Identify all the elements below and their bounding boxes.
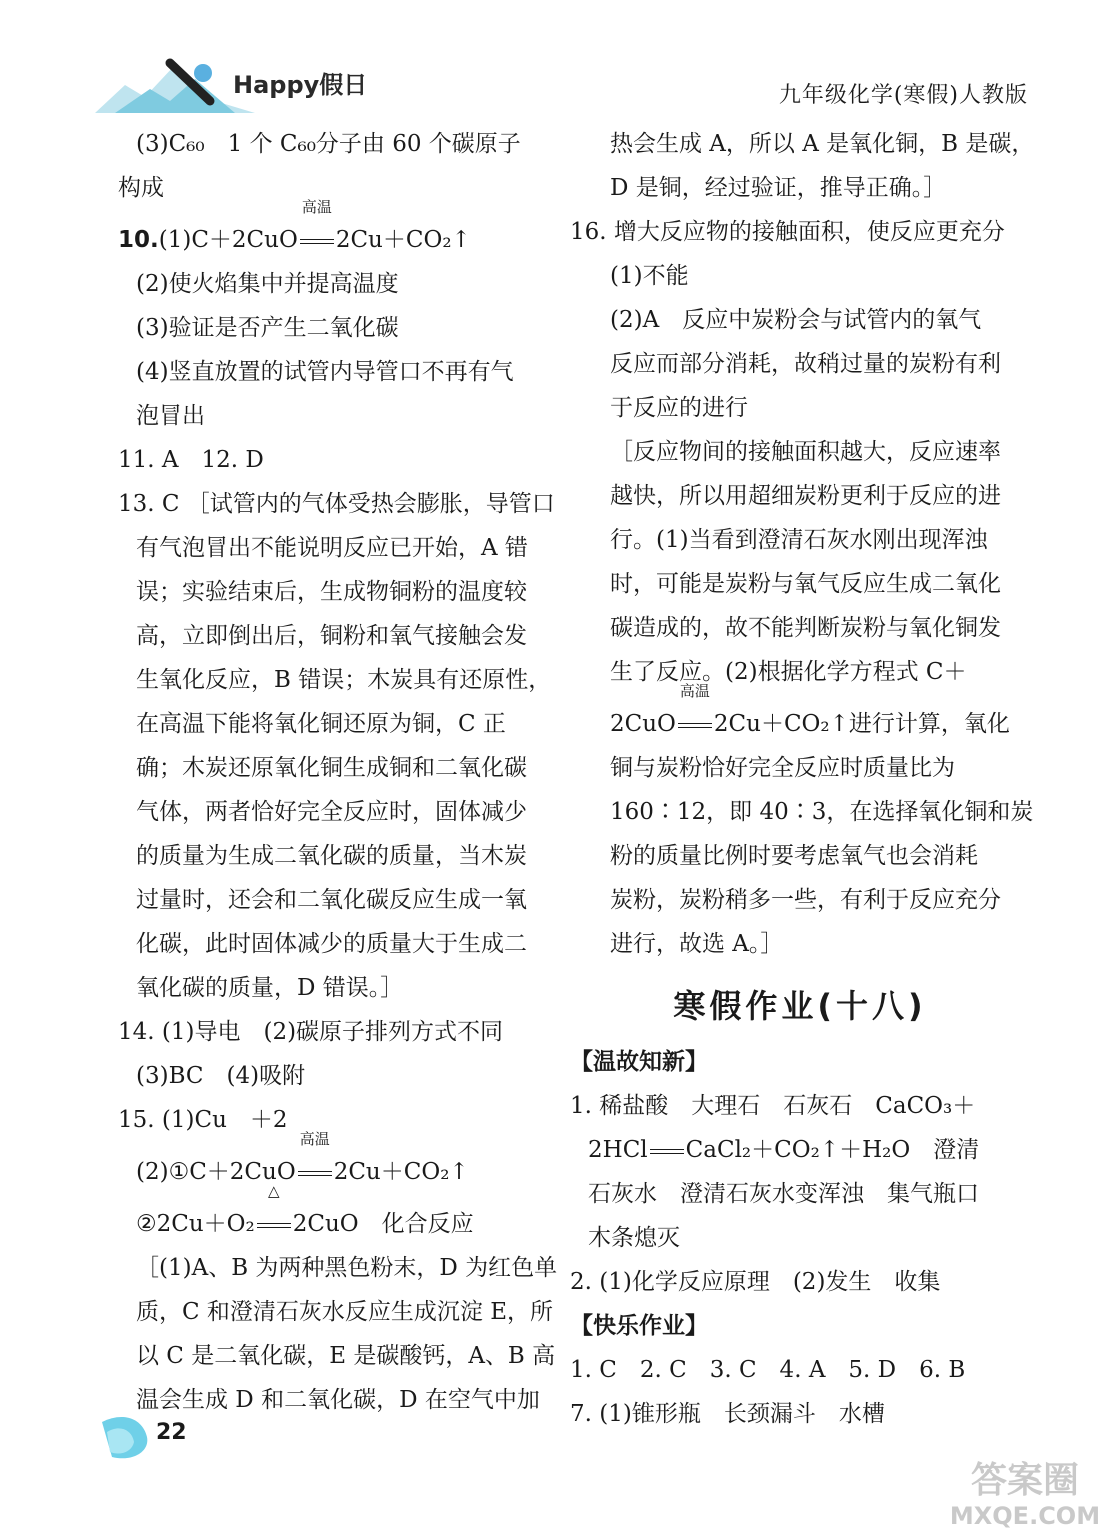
equation-left: (2)①C＋2CuO (136, 1159, 296, 1185)
text-line: (4)竖直放置的试管内导管口不再有气 (136, 359, 514, 385)
text-line: (2)A 反应中炭粉会与试管内的氧气 (610, 307, 982, 333)
text-line: 泡冒出 (136, 403, 205, 429)
left-column (118, 122, 558, 1422)
equation-right: 2Cu＋CO₂↑ (335, 227, 471, 253)
text-line: 铜与炭粉恰好完全反应时质量比为 (610, 755, 955, 781)
text-line: 质，C 和澄清石灰水反应生成沉淀 E，所 (136, 1299, 554, 1325)
text-line: (3)BC (4)吸附 (136, 1063, 306, 1089)
equation-condition: △ (267, 1182, 280, 1200)
text-line: 7. (1)锥形瓶 长颈漏斗 水槽 (570, 1401, 885, 1427)
text-line: 1. 稀盐酸 大理石 石灰石 CaCO₃＋ (570, 1093, 976, 1119)
equation-right: 2CuO 化合反应 (292, 1211, 474, 1237)
text-line: 14. (1)导电 (2)碳原子排列方式不同 (118, 1019, 504, 1045)
text-line: 进行，故选 A。］ (610, 931, 784, 957)
equation-condition: 高温 (301, 198, 332, 216)
equation-arrow (648, 1128, 686, 1172)
text-line: 确；木炭还原氧化铜生成铜和二氧化碳 (136, 755, 527, 781)
happy-holiday-logo (95, 55, 395, 115)
text-line: 气体，两者恰好完全反应时，固体减少 (136, 799, 527, 825)
watermark-logo (940, 1452, 1110, 1532)
text-line: 过量时，还会和二氧化碳反应生成一氧 (136, 887, 527, 913)
equation-right: 2Cu＋CO₂↑ (333, 1159, 469, 1185)
text-line: 热会生成 A，所以 A 是氧化铜，B 是碳， (610, 131, 1035, 157)
text-line: (1)不能 (610, 263, 689, 289)
equation-arrow (298, 198, 336, 262)
text-line: 在高温下能将氧化铜还原为铜，C 正 (136, 711, 506, 737)
text-line: 木条熄灭 (588, 1225, 680, 1251)
text-line: 1. C 2. C 3. C 4. A 5. D 6. B (570, 1357, 966, 1383)
equation-condition: 高温 (299, 1130, 330, 1148)
text-line: 炭粉，炭粉稍多一些，有利于反应充分 (610, 887, 1001, 913)
text-line: 160∶12，即 40∶3，在选择氧化铜和炭 (610, 799, 1034, 825)
equation-right: CaCl₂＋CO₂↑＋H₂O 澄清 (685, 1137, 980, 1163)
equation-condition: 高温 (679, 682, 710, 700)
question-11-12: 11. A 12. D (118, 447, 264, 473)
equation-right: 2Cu＋CO₂↑进行计算，氧化 (713, 711, 1010, 737)
logo-text: Happy假日 (233, 71, 368, 99)
question-15-c (118, 1182, 548, 1246)
section-heading: 【温故知新】 (570, 1049, 708, 1075)
text-line: 行。(1)当看到澄清石灰水刚出现浑浊 (610, 527, 988, 553)
right-column (570, 122, 1035, 1436)
text-line: ［(1)A、B 为两种黑色粉末，D 为红色单 (136, 1255, 558, 1281)
equation-line (570, 1128, 1030, 1172)
text-line: 误；实验结束后，生成物铜粉的温度较 (136, 579, 527, 605)
text-line: 温会生成 D 和二氧化碳，D 在空气中加 (136, 1387, 540, 1413)
equation-left: 2CuO (610, 711, 676, 737)
section-heading: 【快乐作业】 (570, 1313, 708, 1339)
text-line: 13. C ［试管内的气体受热会膨胀，导管口 (118, 491, 555, 517)
question-15-b (118, 1130, 548, 1194)
text-line: 化碳，此时固体减少的质量大于生成二 (136, 931, 527, 957)
text-line: 的质量为生成二氧化碳的质量，当木炭 (136, 843, 527, 869)
text-line: (2)使火焰集中并提高温度 (136, 271, 399, 297)
text-line: 时，可能是炭粉与氧气反应生成二氧化 (610, 571, 1001, 597)
watermark-url: MXQE.COM (949, 1502, 1101, 1530)
section-title: 寒假作业(十八) (673, 987, 927, 1025)
text-line: 有气泡冒出不能说明反应已开始，A 错 (136, 535, 528, 561)
book-title: 九年级化学(寒假)人教版 (778, 83, 1028, 108)
text-line: (3)C₆₀ 1 个 C₆₀分子由 60 个碳原子 (136, 131, 521, 157)
equation-arrow (255, 1182, 293, 1246)
equation-arrow (676, 682, 714, 746)
question-16-equation (570, 682, 1030, 746)
question-number: 10. (118, 227, 159, 253)
text-line: D 是铜，经过验证，推导正确。］ (610, 175, 947, 201)
text-line: ［反应物间的接触面积越大，反应速率 (610, 439, 1001, 465)
text-line: 粉的质量比例时要考虑氧气也会消耗 (610, 843, 978, 869)
page-number: 22 (156, 1420, 187, 1445)
text-line: 碳造成的，故不能判断炭粉与氧化铜发 (610, 615, 1001, 641)
text-line: 2. (1)化学反应原理 (2)发生 收集 (570, 1269, 941, 1295)
text-line: 氧化碳的质量，D 错误。］ (136, 975, 404, 1001)
text-line: 高，立即倒出后，铜粉和氧气接触会发 (136, 623, 527, 649)
text-line: 16. 增大反应物的接触面积，使反应更充分 (570, 219, 1005, 245)
text-line: 以 C 是二氧化碳，E 是碳酸钙，A、B 高 (136, 1343, 556, 1369)
equation-arrow (296, 1130, 334, 1194)
equation-left: ②2Cu＋O₂ (136, 1211, 255, 1237)
text-line: (3)验证是否产生二氧化碳 (136, 315, 399, 341)
text-line: 越快，所以用超细炭粉更利于反应的进 (610, 483, 1001, 509)
text-line: 构成 (118, 175, 164, 201)
equation-left: (1)C＋2CuO (158, 227, 298, 253)
text-line: 石灰水 澄清石灰水变浑浊 集气瓶口 (588, 1181, 979, 1207)
equation-left: 2HCl (588, 1137, 648, 1163)
text-line: 于反应的进行 (610, 395, 748, 421)
text-line: 15. (1)Cu ＋2 (118, 1107, 288, 1133)
text-line: 生氧化反应，B 错误；木炭具有还原性， (136, 667, 552, 693)
text-line: 生了反应。(2)根据化学方程式 C＋ (610, 659, 967, 685)
question-10-a (118, 198, 548, 262)
text-line: 反应而部分消耗，故稍过量的炭粉有利 (610, 351, 1001, 377)
watermark-text: 答案圈 (970, 1460, 1080, 1501)
